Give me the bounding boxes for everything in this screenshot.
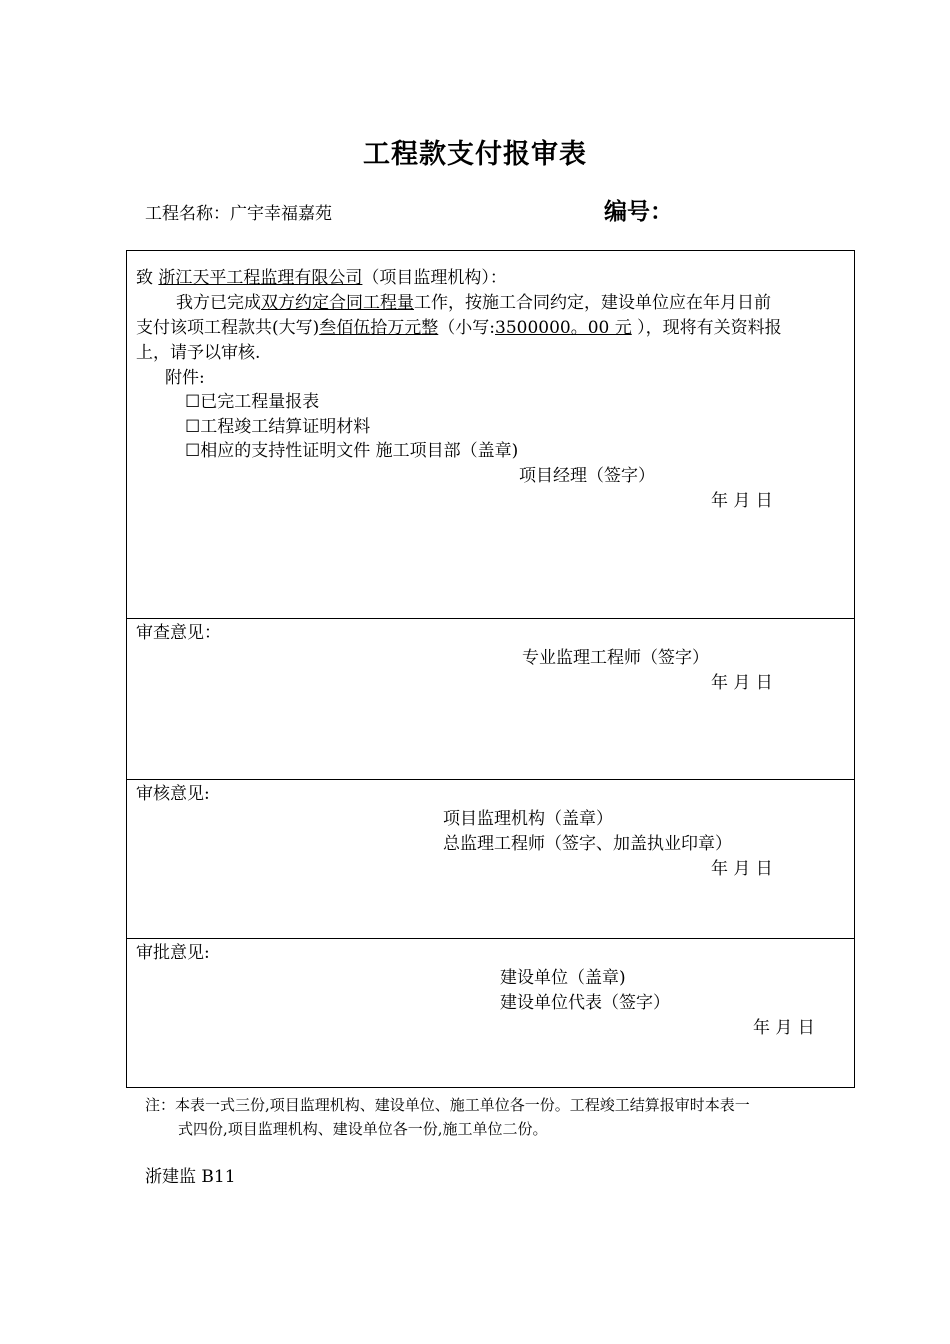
chief-engineer-signature: 总监理工程师（签字、加盖执业印章）: [443, 834, 732, 854]
divider: [127, 618, 854, 619]
body-line-3: 上，请予以审核.: [136, 343, 261, 363]
owner-representative-signature: 建设单位代表（签字）: [500, 993, 670, 1013]
project-name-row: [145, 199, 332, 224]
audit-opinion-label: 审核意见:: [136, 784, 210, 804]
document-title: 工程款支付报审表: [363, 139, 587, 170]
project-name: 广宇幸福嘉苑: [230, 204, 332, 224]
note-line-1: 注：本表一式三份,项目监理机构、建设单位、施工单位各一份。工程竣工结算报审时本表一: [145, 1096, 750, 1114]
divider: [127, 938, 854, 939]
work-scope: 双方约定合同工程量: [261, 293, 414, 313]
note-line-2: 式四份,项目监理机构、建设单位各一份,施工单位二份。: [178, 1120, 548, 1138]
project-label: 工程名称：: [145, 204, 230, 224]
approval-opinion-label: 审批意见:: [136, 943, 210, 963]
body-line-2: 支付该项工程款共(大写)叁佰伍拾万元整（小写:3500000。00 元 ），现将有关资料报: [136, 318, 782, 338]
supervisor-org: 浙江天平工程监理有限公司: [158, 268, 363, 288]
date-field: 年 月 日: [711, 673, 773, 693]
owner-seal: 建设单位（盖章): [500, 968, 626, 988]
project-manager-signature: 项目经理（签字）: [519, 466, 655, 486]
date-field: 年 月 日: [753, 1018, 815, 1038]
supervision-org-seal: 项目监理机构（盖章）: [443, 809, 613, 829]
amount-upper: 叁佰伍拾万元整: [319, 318, 439, 338]
engineer-signature: 专业监理工程师（签字）: [522, 648, 709, 668]
date-field: 年 月 日: [711, 859, 773, 879]
addressee-line: 致 浙江天平工程监理有限公司（项目监理机构）：: [136, 268, 507, 288]
review-form-table: [126, 250, 855, 1088]
date-field: 年 月 日: [711, 491, 773, 511]
review-opinion-label: 审查意见：: [136, 623, 221, 643]
number-label: 编号：: [604, 199, 673, 225]
attachment-item: ☐相应的支持性证明文件 施工项目部（盖章): [185, 441, 519, 461]
attachment-item: ☐已完工程量报表: [185, 392, 320, 412]
form-code: 浙建监 B11: [145, 1167, 236, 1187]
attachment-item: ☐工程竣工结算证明材料: [185, 417, 371, 437]
divider: [127, 779, 854, 780]
body-line-1: 我方已完成双方约定合同工程量工作，按施工合同约定，建设单位应在年月日前: [176, 293, 771, 313]
amount-lower: 3500000。00 元: [495, 318, 632, 338]
attachments-label: 附件:: [165, 368, 205, 388]
